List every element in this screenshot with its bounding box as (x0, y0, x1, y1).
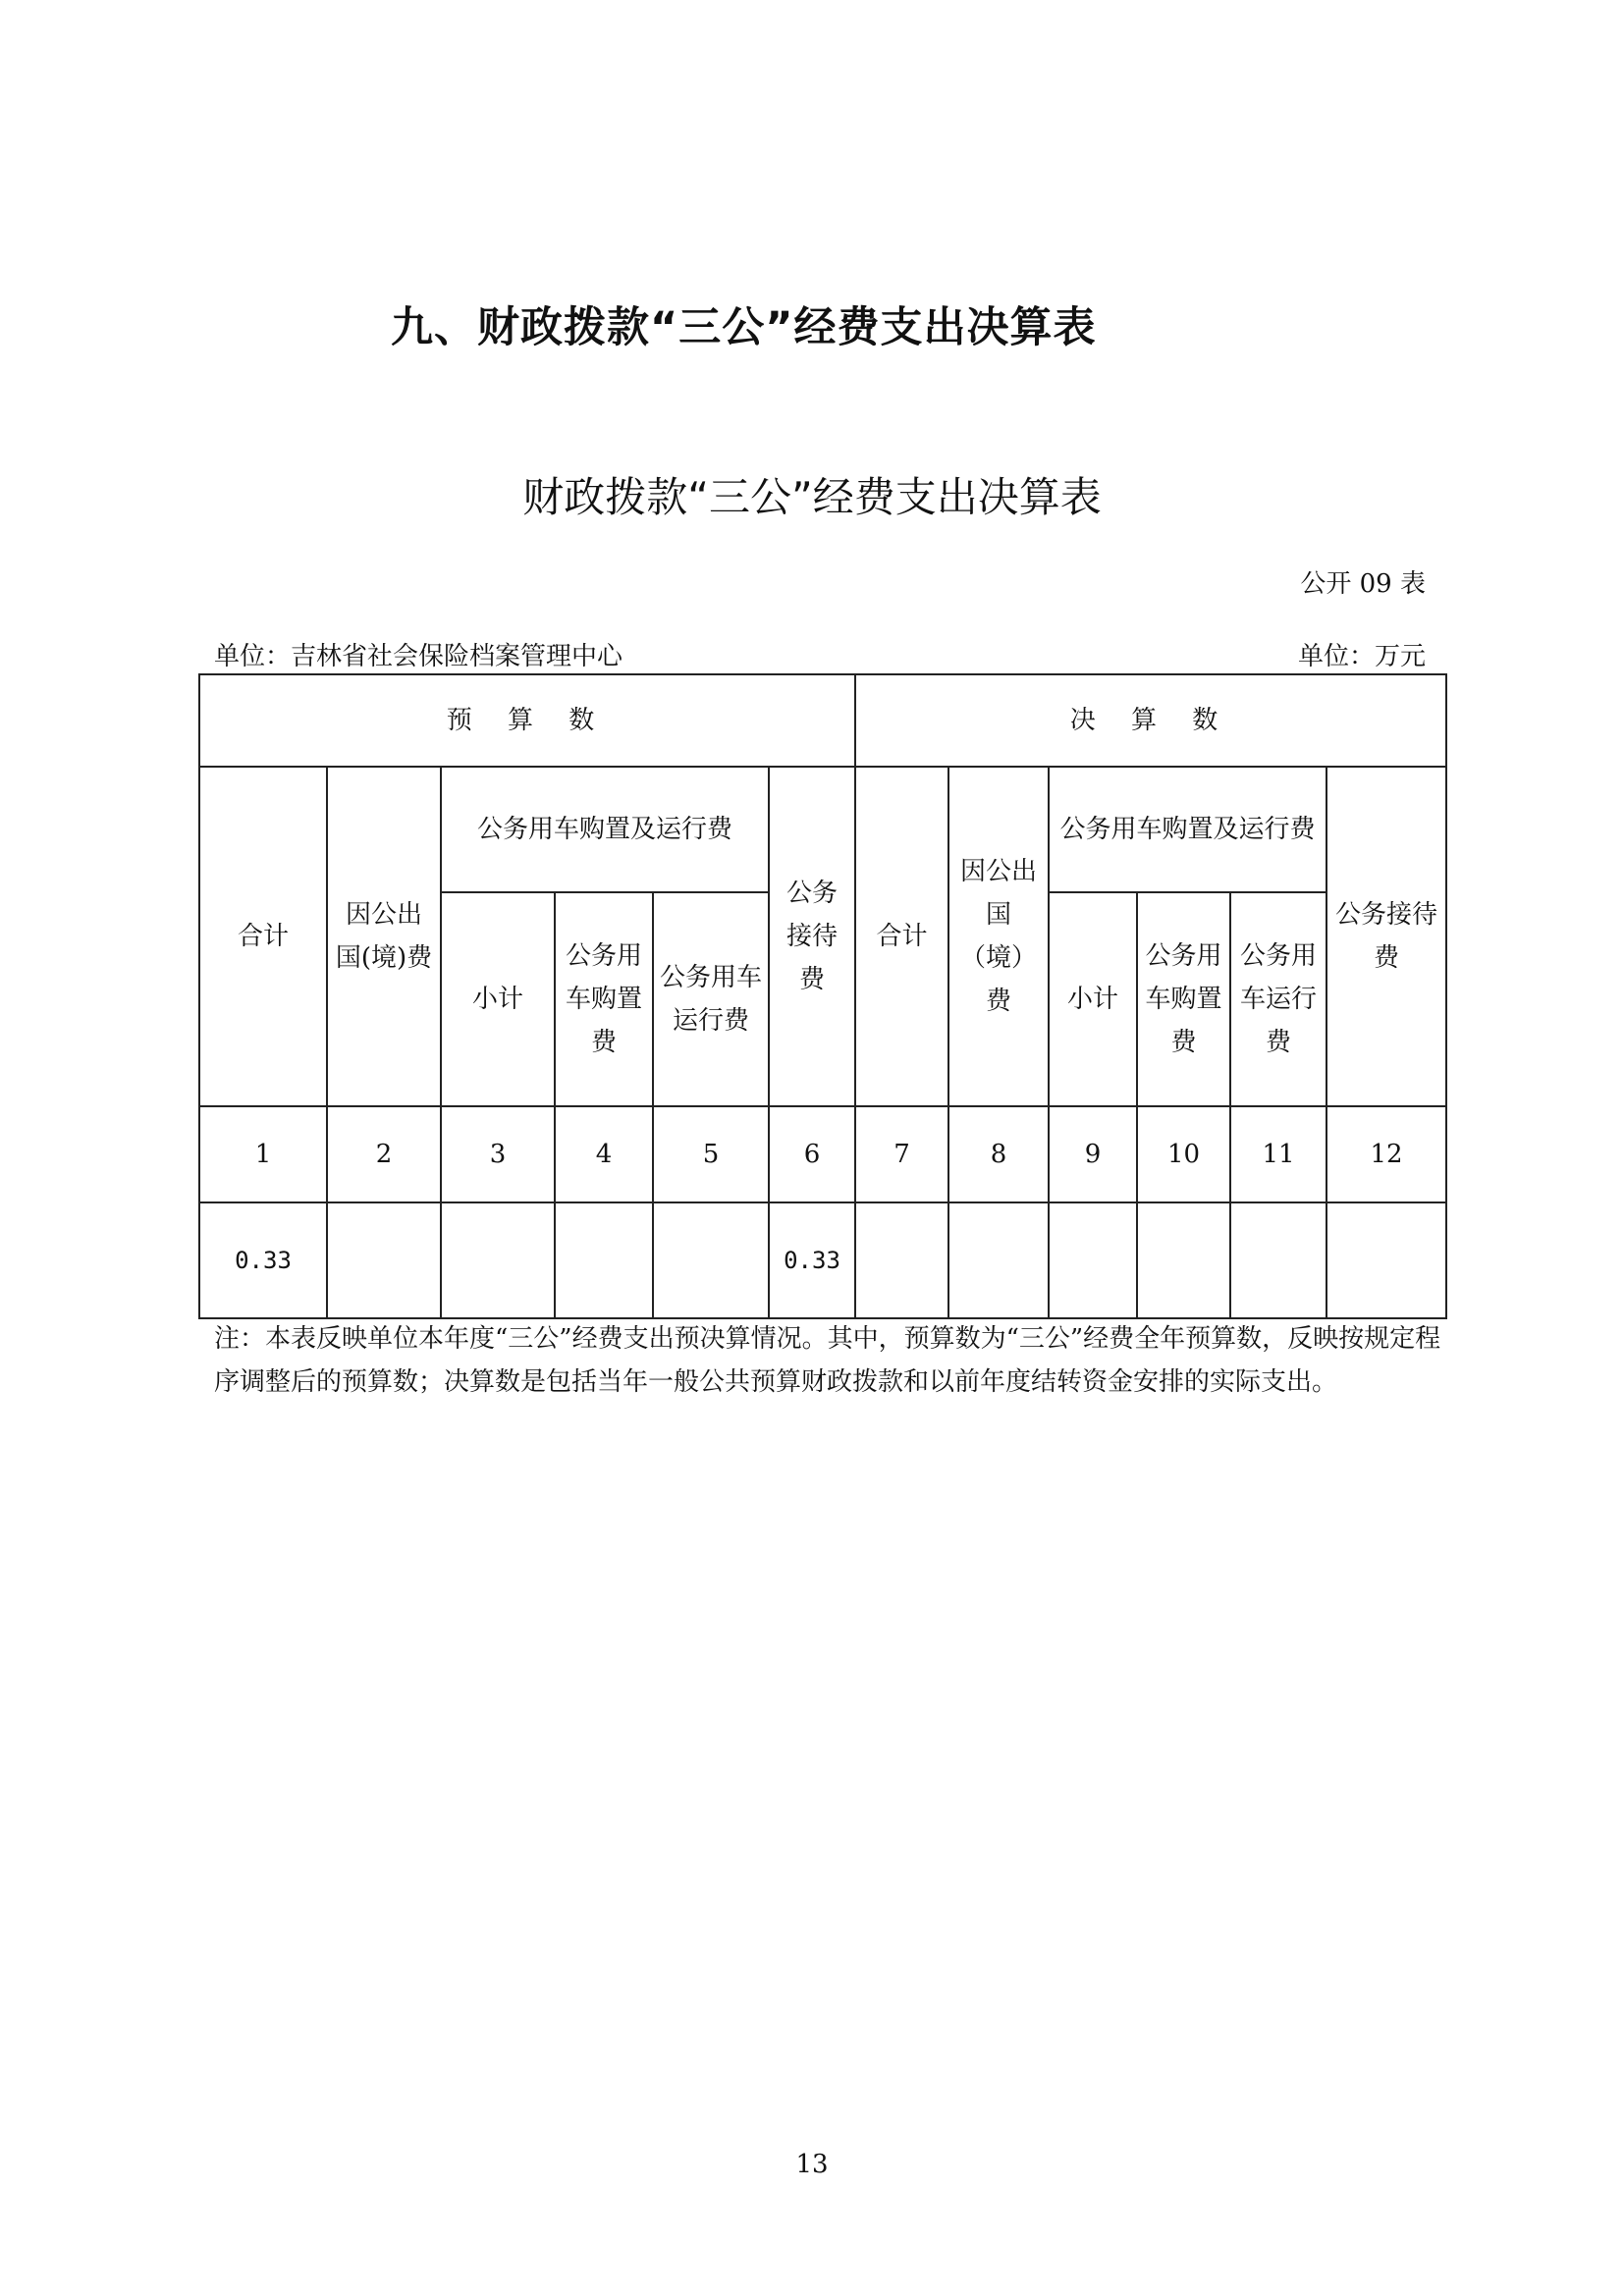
column-number: 8 (948, 1106, 1049, 1202)
budget-reception-header: 公务接待费 (769, 767, 855, 1106)
section-heading: 九、财政拨款“三公”经费支出决算表 (391, 303, 1097, 352)
column-number: 4 (555, 1106, 653, 1202)
value-cell: 0.33 (769, 1202, 855, 1318)
column-number: 11 (1230, 1106, 1326, 1202)
final-reception-header: 公务接待费 (1326, 767, 1446, 1106)
budget-vehicle-group-header: 公务用车购置及运行费 (441, 767, 769, 892)
final-abroad-header: 因公出国（境）费 (948, 767, 1049, 1106)
reporting-unit: 单位：吉林省社会保险档案管理中心 (214, 642, 623, 671)
column-number: 3 (441, 1106, 555, 1202)
value-cell (855, 1202, 948, 1318)
column-number: 1 (199, 1106, 327, 1202)
column-number: 7 (855, 1106, 948, 1202)
value-cell (653, 1202, 769, 1318)
table-note: 注：本表反映单位本年度“三公”经费支出预决算情况。其中，预算数为“三公”经费全年预算数，反映按规定程序调整后的预算数；决算数是包括当年一般公共预算财政拨款和以前年度结转资金安排的实际支出。 (214, 1324, 1441, 1397)
value-cell (441, 1202, 555, 1318)
final-subtotal-header: 小计 (1049, 892, 1137, 1106)
value-cell: 0.33 (199, 1202, 327, 1318)
column-number: 2 (327, 1106, 441, 1202)
value-cell (327, 1202, 441, 1318)
budget-vehicle-purchase-header: 公务用车购置费 (555, 892, 653, 1106)
page-number: 13 (795, 2150, 829, 2179)
column-header-row (199, 767, 1446, 892)
final-vehicle-operation-header: 公务用车运行费 (1230, 892, 1326, 1106)
value-cell (1049, 1202, 1137, 1318)
value-cell (555, 1202, 653, 1318)
final-group-header: 决 算 数 (855, 674, 1446, 767)
final-vehicle-group-header: 公务用车购置及运行费 (1049, 767, 1326, 892)
group-header-row (199, 674, 1446, 767)
column-number: 12 (1326, 1106, 1446, 1202)
budget-abroad-header: 因公出国(境)费 (327, 767, 441, 1106)
final-vehicle-purchase-header: 公务用车购置费 (1137, 892, 1230, 1106)
column-number: 6 (769, 1106, 855, 1202)
column-number: 5 (653, 1106, 769, 1202)
budget-group-header: 预 算 数 (199, 674, 855, 767)
form-code: 公开 09 表 (1300, 569, 1426, 599)
value-cell (1230, 1202, 1326, 1318)
table-title: 财政拨款“三公”经费支出决算表 (522, 473, 1102, 521)
final-total-header: 合计 (855, 767, 948, 1106)
value-cell (948, 1202, 1049, 1318)
column-number: 10 (1137, 1106, 1230, 1202)
budget-vehicle-operation-header: 公务用车运行费 (653, 892, 769, 1106)
currency-unit: 单位：万元 (1297, 642, 1426, 671)
column-number: 9 (1049, 1106, 1137, 1202)
three-public-expenses-table (198, 673, 1447, 1319)
column-number-row (199, 1106, 1446, 1202)
value-row (199, 1202, 1446, 1318)
budget-total-header: 合计 (199, 767, 327, 1106)
value-cell (1326, 1202, 1446, 1318)
value-cell (1137, 1202, 1230, 1318)
budget-subtotal-header: 小计 (441, 892, 555, 1106)
